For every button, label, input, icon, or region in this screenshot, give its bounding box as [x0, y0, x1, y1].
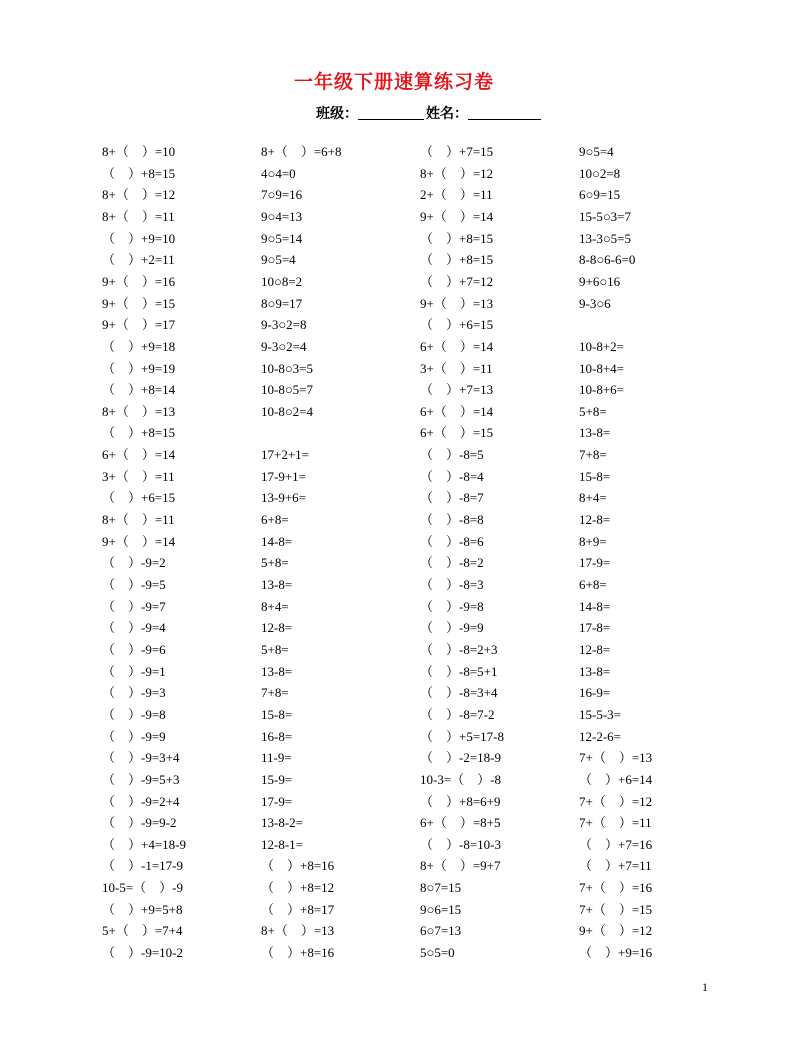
- problem-c3-r19: （ ）-8=6: [420, 533, 484, 549]
- problem-c1-r24: （ ）-9=6: [102, 641, 166, 657]
- page-number: 1: [702, 980, 708, 994]
- problem-c3-r4: 9+（ ）=14: [420, 208, 494, 224]
- problem-c4-r26: 16-9=: [579, 685, 611, 701]
- problem-c4-r31: 7+（ ）=12: [579, 793, 653, 809]
- problem-c2-r12: 10-8○5=7: [261, 382, 314, 398]
- problem-c4-r34: （ ）+7=11: [579, 858, 652, 874]
- problem-c1-r31: （ ）-9=2+4: [102, 793, 180, 809]
- problem-c4-r23: 17-8=: [579, 620, 611, 636]
- problem-c2-r21: 13-8=: [261, 577, 293, 592]
- problem-c2-r16: 17-9+1=: [261, 468, 306, 484]
- problem-c4-r7: 9+6○16: [579, 273, 621, 289]
- problem-c3-r31: （ ）+8=6+9: [420, 793, 501, 809]
- problem-c3-r37: 6○7=13: [420, 923, 462, 939]
- worksheet-title: 一年级下册速算练习卷: [293, 72, 494, 93]
- problem-c3-r17: （ ）-8=7: [420, 490, 484, 506]
- problem-c3-r3: 2+（ ）=11: [420, 187, 493, 203]
- problem-c2-r6: 9○5=4: [261, 252, 296, 268]
- problem-c1-r10: （ ）+9=18: [102, 338, 176, 354]
- name-blank: [468, 105, 541, 120]
- problem-c4-r10: 10-8+2=: [579, 338, 624, 354]
- problem-c3-r25: （ ）-8=5+1: [420, 663, 498, 679]
- problem-c1-r20: （ ）-9=2: [102, 555, 166, 571]
- problem-c1-r37: 5+（ ）=7+4: [102, 923, 183, 939]
- problem-c2-r34: （ ）+8=16: [261, 858, 335, 874]
- problem-c1-r30: （ ）-9=5+3: [102, 771, 180, 787]
- problem-c1-r2: （ ）+8=15: [102, 165, 176, 181]
- problem-c1-r6: （ ）+2=11: [102, 252, 175, 268]
- problem-c1-r36: （ ）+9=5+8: [102, 901, 183, 917]
- problem-c1-r18: 8+（ ）=11: [102, 512, 175, 528]
- problem-c4-r27: 15-5-3=: [579, 706, 621, 722]
- problem-c2-r38: （ ）+8=16: [261, 945, 335, 961]
- problem-c3-r7: （ ）+7=12: [420, 273, 494, 289]
- problem-c4-r28: 12-2-6=: [579, 728, 621, 744]
- problem-c4-r4: 15-5○3=7: [579, 208, 632, 224]
- problem-c2-r29: 11-9=: [261, 750, 292, 766]
- problem-c3-r33: （ ）-8=10-3: [420, 836, 501, 852]
- problem-c3-r30: 10-3=（ ）-8: [420, 771, 501, 787]
- problem-c3-r9: （ ）+6=15: [420, 317, 494, 333]
- problem-c2-r27: 15-8=: [261, 706, 293, 722]
- problem-c1-r1: 8+（ ）=10: [102, 144, 176, 159]
- problem-c1-r33: （ ）+4=18-9: [102, 836, 186, 852]
- problem-c4-r37: 9+（ ）=12: [579, 923, 653, 939]
- problem-c1-r27: （ ）-9=8: [102, 706, 166, 722]
- problem-c3-r27: （ ）-8=7-2: [420, 706, 495, 722]
- problem-c1-r9: 9+（ ）=17: [102, 317, 176, 333]
- problem-c4-r1: 9○5=4: [579, 144, 614, 159]
- problem-c1-r21: （ ）-9=5: [102, 577, 166, 592]
- problem-c3-r36: 9○6=15: [420, 901, 462, 917]
- problem-c2-r33: 12-8-1=: [261, 836, 303, 852]
- problem-c3-r12: （ ）+7=13: [420, 382, 494, 398]
- problem-c3-r34: 8+（ ）=9+7: [420, 858, 501, 874]
- problem-c4-r22: 14-8=: [579, 598, 611, 614]
- problem-c4-r32: 7+（ ）=11: [579, 815, 652, 831]
- problem-c2-r13: 10-8○2=4: [261, 403, 314, 419]
- problem-c2-r17: 13-9+6=: [261, 490, 306, 506]
- problem-c1-r14: （ ）+8=15: [102, 425, 176, 441]
- problem-c3-r16: （ ）-8=4: [420, 468, 484, 484]
- problem-c1-r7: 9+（ ）=16: [102, 273, 176, 289]
- problem-c1-r17: （ ）+6=15: [102, 490, 176, 506]
- problem-c1-r25: （ ）-9=1: [102, 663, 166, 679]
- problem-c4-r15: 7+8=: [579, 447, 607, 463]
- problem-c2-r2: 4○4=0: [261, 165, 296, 181]
- problem-c4-r17: 8+4=: [579, 490, 607, 506]
- problem-c3-r28: （ ）+5=17-8: [420, 728, 504, 744]
- problem-c4-r12: 10-8+6=: [579, 382, 624, 398]
- problem-c4-r9: [579, 314, 738, 335]
- problem-c2-r7: 10○8=2: [261, 273, 303, 289]
- problem-c3-r10: 6+（ ）=14: [420, 338, 494, 354]
- problem-c3-r13: 6+（ ）=14: [420, 403, 494, 419]
- problem-grid: [102, 141, 742, 971]
- problem-c1-r34: （ ）-1=17-9: [102, 858, 183, 874]
- problem-c1-r16: 3+（ ）=11: [102, 468, 175, 484]
- problem-c2-r1: 8+（ ）=6+8: [261, 144, 342, 159]
- problem-c1-r13: 8+（ ）=13: [102, 403, 176, 419]
- class-blank: [358, 105, 424, 120]
- problem-c3-r35: 8○7=15: [420, 880, 462, 896]
- problem-c4-r14: 13-8=: [579, 425, 611, 441]
- problem-c4-r21: 6+8=: [579, 577, 607, 592]
- problem-c2-r3: 7○9=16: [261, 187, 303, 203]
- problem-c4-r8: 9-3○6: [579, 295, 611, 311]
- problem-c3-r22: （ ）-9=8: [420, 598, 484, 614]
- problem-c1-r32: （ ）-9=9-2: [102, 815, 177, 831]
- problem-c3-r18: （ ）-8=8: [420, 512, 484, 528]
- problem-c2-r14: [261, 422, 420, 443]
- problem-c4-r33: （ ）+7=16: [579, 836, 653, 852]
- problem-c1-r12: （ ）+8=14: [102, 382, 176, 398]
- problem-c1-r11: （ ）+9=19: [102, 360, 176, 376]
- problem-c4-r30: （ ）+6=14: [579, 771, 653, 787]
- problem-c1-r3: 8+（ ）=12: [102, 187, 176, 203]
- problem-c2-r9: 9-3○2=8: [261, 317, 307, 333]
- problem-c1-r28: （ ）-9=9: [102, 728, 166, 744]
- problem-c2-r32: 13-8-2=: [261, 815, 303, 831]
- problem-c3-r6: （ ）+8=15: [420, 252, 494, 268]
- problem-c3-r29: （ ）-2=18-9: [420, 750, 501, 766]
- problem-c1-r29: （ ）-9=3+4: [102, 750, 180, 766]
- problem-c4-r5: 13-3○5=5: [579, 230, 632, 246]
- problem-c4-r2: 10○2=8: [579, 165, 621, 181]
- problem-c1-r15: 6+（ ）=14: [102, 447, 176, 463]
- problem-c4-r20: 17-9=: [579, 555, 611, 571]
- problem-c4-r35: 7+（ ）=16: [579, 880, 653, 896]
- problem-c1-r19: 9+（ ）=14: [102, 533, 176, 549]
- problem-c2-r30: 15-9=: [261, 771, 293, 787]
- problem-c4-r25: 13-8=: [579, 663, 611, 679]
- problem-c2-r19: 14-8=: [261, 533, 293, 549]
- problem-c4-r29: 7+（ ）=13: [579, 750, 653, 766]
- problem-c4-r3: 6○9=15: [579, 187, 621, 203]
- problem-c1-r38: （ ）-9=10-2: [102, 945, 183, 961]
- problem-c2-r10: 9-3○2=4: [261, 338, 307, 354]
- problem-c4-r18: 12-8=: [579, 512, 611, 528]
- problem-c3-r11: 3+（ ）=11: [420, 360, 493, 376]
- problem-c3-r14: 6+（ ）=15: [420, 425, 494, 441]
- problem-c2-r37: 8+（ ）=13: [261, 923, 335, 939]
- problem-c2-r5: 9○5=14: [261, 230, 303, 246]
- problem-c3-r15: （ ）-8=5: [420, 447, 484, 463]
- problem-c3-r2: 8+（ ）=12: [420, 165, 494, 181]
- problem-c2-r15: 17+2+1=: [261, 447, 309, 463]
- problem-c2-r36: （ ）+8=17: [261, 901, 335, 917]
- name-label: 姓名：: [426, 107, 468, 122]
- problem-c2-r22: 8+4=: [261, 598, 289, 614]
- problem-c2-r28: 16-8=: [261, 728, 293, 744]
- problem-c3-r1: （ ）+7=15: [420, 144, 494, 159]
- problem-c4-r16: 15-8=: [579, 468, 611, 484]
- problem-c2-r4: 9○4=13: [261, 208, 303, 224]
- problem-c4-r13: 5+8=: [579, 403, 607, 419]
- problem-c2-r11: 10-8○3=5: [261, 360, 314, 376]
- problem-c3-r26: （ ）-8=3+4: [420, 685, 498, 701]
- problem-c4-r36: 7+（ ）=15: [579, 901, 653, 917]
- problem-c4-r38: （ ）+9=16: [579, 945, 653, 961]
- problem-c2-r31: 17-9=: [261, 793, 293, 809]
- problem-c2-r18: 6+8=: [261, 512, 289, 528]
- problem-c4-r24: 12-8=: [579, 641, 611, 657]
- problem-c3-r8: 9+（ ）=13: [420, 295, 494, 311]
- problem-c2-r23: 12-8=: [261, 620, 293, 636]
- problem-c1-r23: （ ）-9=4: [102, 620, 166, 636]
- problem-c3-r32: 6+（ ）=8+5: [420, 815, 501, 831]
- problem-c2-r24: 5+8=: [261, 641, 289, 657]
- problem-c2-r25: 13-8=: [261, 663, 293, 679]
- problem-c3-r23: （ ）-9=9: [420, 620, 484, 636]
- problem-c2-r8: 8○9=17: [261, 295, 303, 311]
- student-info-line: [316, 103, 541, 123]
- problem-c4-r19: 8+9=: [579, 533, 607, 549]
- problem-c3-r21: （ ）-8=3: [420, 577, 484, 592]
- problem-c3-r20: （ ）-8=2: [420, 555, 484, 571]
- problem-c3-r24: （ ）-8=2+3: [420, 641, 498, 657]
- problem-c1-r35: 10-5=（ ）-9: [102, 880, 183, 896]
- problem-c4-r11: 10-8+4=: [579, 360, 624, 376]
- problem-c2-r26: 7+8=: [261, 685, 289, 701]
- problem-c2-r35: （ ）+8=12: [261, 880, 335, 896]
- problem-c1-r22: （ ）-9=7: [102, 598, 166, 614]
- problem-c1-r5: （ ）+9=10: [102, 230, 176, 246]
- problem-c3-r5: （ ）+8=15: [420, 230, 494, 246]
- class-label: 班级：: [316, 107, 358, 122]
- problem-c4-r6: 8-8○6-6=0: [579, 252, 636, 268]
- problem-c1-r8: 9+（ ）=15: [102, 295, 176, 311]
- problem-c2-r20: 5+8=: [261, 555, 289, 571]
- problem-c3-r38: 5○5=0: [420, 945, 455, 961]
- problem-c1-r26: （ ）-9=3: [102, 685, 166, 701]
- problem-c1-r4: 8+（ ）=11: [102, 208, 175, 224]
